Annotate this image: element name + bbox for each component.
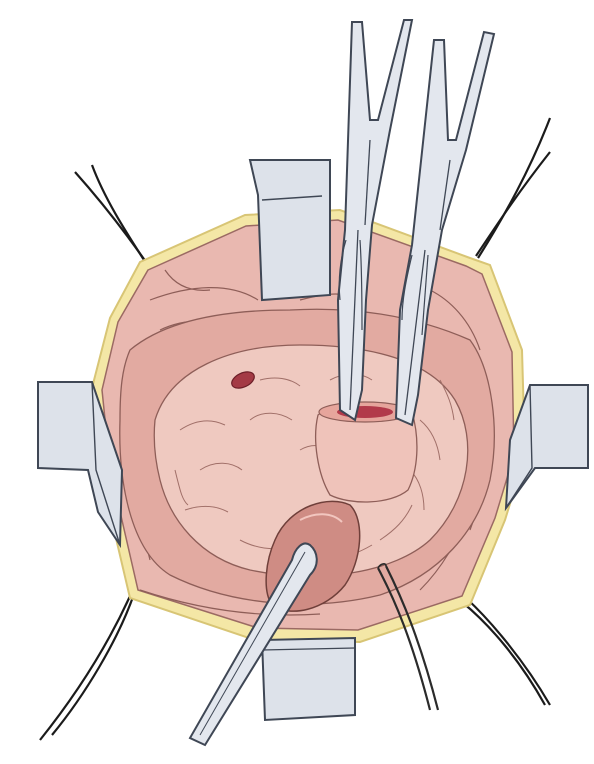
suture-bottom-right xyxy=(462,598,550,705)
suture-top-left xyxy=(75,165,146,262)
retractor-bottom xyxy=(262,638,355,720)
suture-top-right xyxy=(476,118,550,258)
suture-bottom-left xyxy=(40,594,134,740)
retractor-top xyxy=(250,160,330,300)
